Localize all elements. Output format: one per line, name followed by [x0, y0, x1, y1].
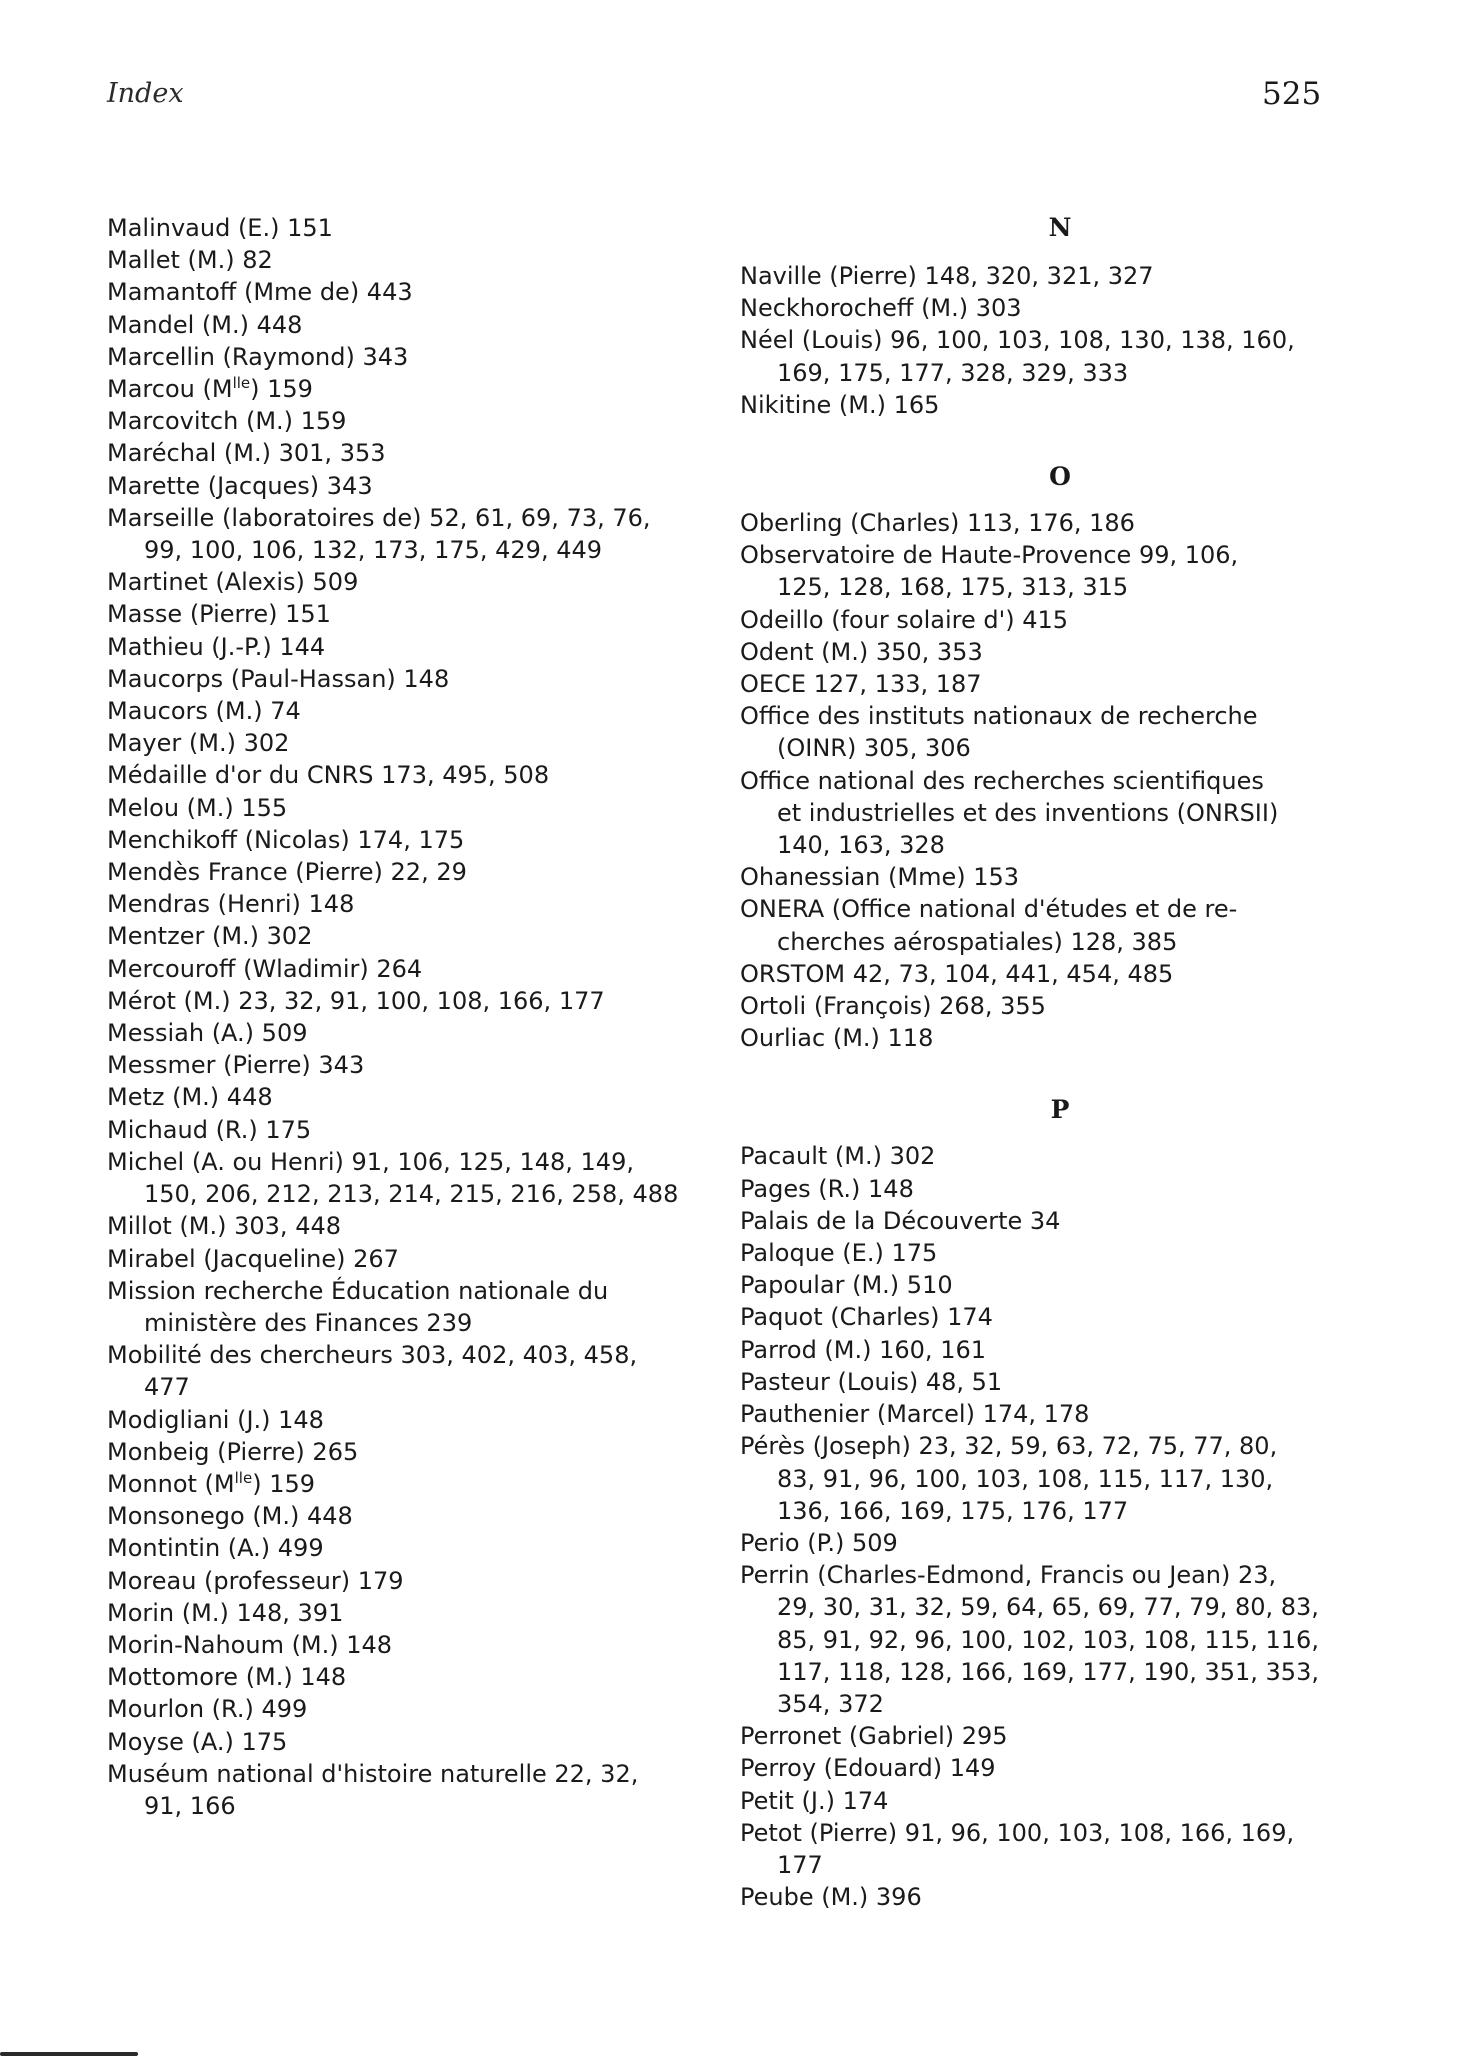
index-entry: Mandel (M.) 448 — [107, 310, 303, 339]
index-entry: Muséum national d'histoire naturelle 22, 32, 91, 166 — [107, 1759, 639, 1820]
index-entry: Melou (M.) 155 — [107, 793, 288, 822]
index-entry: Moreau (professeur) 179 — [107, 1566, 404, 1595]
page-edge-mark — [0, 2052, 138, 2056]
index-entry: Mendès France (Pierre) 22, 29 — [107, 858, 467, 887]
index-entry: Office des instituts nationaux de recherche (OINR) 305, 306 — [740, 702, 1258, 763]
index-entry: Michaud (R.) 175 — [107, 1115, 312, 1144]
index-entry: Parrod (M.) 160, 161 — [740, 1335, 986, 1364]
index-entry: Mirabel (Jacqueline) 267 — [107, 1244, 399, 1273]
index-entry: Maucors (M.) 74 — [107, 697, 301, 726]
index-entry: Perronet (Gabriel) 295 — [740, 1722, 1008, 1751]
index-entry: Ortoli (François) 268, 355 — [740, 992, 1046, 1021]
index-entry: Michel (A. ou Henri) 91, 106, 125, 148, 149, 150, 206, 212, 213, 214, 215, 216, 258, 488 — [107, 1147, 679, 1209]
index-entry: Petot (Pierre) 91, 96, 100, 103, 108, 166, 169, 177 — [740, 1818, 1295, 1879]
section-letter-p: P — [1050, 1095, 1070, 1125]
index-entry: ORSTOM 42, 73, 104, 441, 454, 485 — [740, 959, 1174, 988]
index-entry: Pacault (M.) 302 — [740, 1142, 936, 1171]
index-entry: Metz (M.) 448 — [107, 1083, 273, 1112]
index-entry: Odeillo (four solaire d') 415 — [740, 605, 1069, 634]
index-entry: Marcellin (Raymond) 343 — [107, 342, 409, 371]
index-entry: Neckhorocheff (M.) 303 — [740, 294, 1022, 323]
index-entry: Mottomore (M.) 148 — [107, 1663, 347, 1692]
index-entry: Marcovitch (M.) 159 — [107, 407, 347, 436]
index-entry: Mathieu (J.-P.) 144 — [107, 632, 326, 661]
index-entry: Oberling (Charles) 113, 176, 186 — [740, 509, 1135, 538]
index-entry: Mercouroff (Wladimir) 264 — [107, 954, 423, 983]
index-column-left — [107, 212, 707, 1822]
index-entry: Nikitine (M.) 165 — [740, 390, 940, 419]
index-entry: Paquot (Charles) 174 — [740, 1303, 993, 1332]
index-entry: Masse (Pierre) 151 — [107, 600, 331, 629]
index-entry: Monsonego (M.) 448 — [107, 1502, 353, 1531]
index-entry: Mallet (M.) 82 — [107, 246, 273, 275]
index-entry: Mamantoff (Mme de) 443 — [107, 278, 413, 307]
index-entry: Peube (M.) 396 — [740, 1883, 922, 1912]
index-entry: Mérot (M.) 23, 32, 91, 100, 108, 166, 177 — [107, 986, 605, 1015]
index-entry: Mentzer (M.) 302 — [107, 922, 313, 951]
section-letter-n: N — [1048, 213, 1072, 242]
index-entry: Messiah (A.) 509 — [107, 1019, 308, 1048]
index-entry: Millot (M.) 303, 448 — [107, 1212, 341, 1241]
index-entry: Morin (M.) 148, 391 — [107, 1598, 344, 1627]
running-head: Index — [107, 78, 184, 109]
index-entry: ONERA (Office national d'études et de re- cherches aérospatiales) 128, 385 — [740, 895, 1238, 956]
index-entry: Montintin (A.) 499 — [107, 1534, 324, 1563]
index-entry: Menchikoff (Nicolas) 174, 175 — [107, 825, 465, 854]
index-entry: Mourlon (R.) 499 — [107, 1695, 308, 1724]
index-entry: Mayer (M.) 302 — [107, 729, 290, 758]
index-entry: Observatoire de Haute-Provence 99, 106, 125, 128, 168, 175, 313, 315 — [740, 541, 1239, 602]
index-entry: Marseille (laboratoires de) 52, 61, 69, 73, 76, 99, 100, 106, 132, 173, 175, 429, 449 — [107, 503, 651, 565]
index-entry: Moyse (A.) 175 — [107, 1727, 288, 1756]
index-entry: OECE 127, 133, 187 — [740, 670, 982, 699]
index-entry: Pages (R.) 148 — [740, 1174, 914, 1203]
index-entry: Morin-Nahoum (M.) 148 — [107, 1630, 393, 1659]
index-entry: Naville (Pierre) 148, 320, 321, 327 — [740, 262, 1154, 290]
index-entry: Malinvaud (E.) 151 — [107, 214, 333, 242]
section-letter-o: O — [1049, 462, 1071, 492]
index-entry: Maucorps (Paul-Hassan) 148 — [107, 664, 450, 693]
index-entry: Perrin (Charles-Edmond, Francis ou Jean) 23, 29, 30, 31, 32, 59, 64, 65, 69, 77, 79, 80, 83, 85, 91, 92, 96, 100, 102, 103, 108, 115, 116, 117, 118, 128, 166, 169, 177, 190, 351, 353, 354, 372 — [740, 1561, 1319, 1718]
index-entry: Office national des recherches scientifiques et industrielles et des inventions (ONRSII) 140, 163, 328 — [740, 766, 1279, 860]
index-entry: Paloque (E.) 175 — [740, 1239, 938, 1268]
index-entry: Maréchal (M.) 301, 353 — [107, 439, 386, 468]
page-number: 525 — [1262, 76, 1322, 112]
index-entry: Messmer (Pierre) 343 — [107, 1051, 365, 1080]
index-entry: Perio (P.) 509 — [740, 1528, 898, 1557]
index-entry: Monnot $(M^{lle})$ 159 — [107, 1468, 316, 1498]
index-entry: Pérès (Joseph) 23, 32, 59, 63, 72, 75, 77, 80, 83, 91, 96, 100, 103, 108, 115, 117, 130, 136, 166, 169, 175, 176, 177 — [740, 1432, 1278, 1525]
index-column-right — [740, 212, 1380, 1913]
index-entry: Martinet (Alexis) 509 — [107, 568, 359, 597]
index-entry: Petit (J.) 174 — [740, 1786, 889, 1815]
index-entry: Marcou $(M^{lle})$ 159 — [107, 374, 313, 404]
index-entry: Mendras (Henri) 148 — [107, 890, 355, 919]
index-entry: Néel (Louis) 96, 100, 103, 108, 130, 138, 160, 169, 175, 177, 328, 329, 333 — [740, 326, 1295, 387]
index-entry: Mission recherche Éducation nationale du ministère des Finances 239 — [107, 1276, 609, 1337]
index-entry: Monbeig (Pierre) 265 — [107, 1437, 359, 1466]
index-entry: Médaille d'or du CNRS 173, 495, 508 — [107, 761, 550, 790]
index-entry: Odent (M.) 350, 353 — [740, 637, 983, 666]
index-entry: Mobilité des chercheurs 303, 402, 403, 458, 477 — [107, 1341, 638, 1402]
index-entry: Ourliac (M.) 118 — [740, 1024, 934, 1053]
index-entry: Modigliani (J.) 148 — [107, 1405, 324, 1434]
index-entry: Papoular (M.) 510 — [740, 1271, 953, 1300]
index-entry: Pasteur (Louis) 48, 51 — [740, 1367, 1003, 1396]
index-entry: Marette (Jacques) 343 — [107, 471, 373, 500]
index-entry: Pauthenier (Marcel) 174, 178 — [740, 1400, 1090, 1429]
index-entry: Palais de la Découverte 34 — [740, 1206, 1061, 1235]
index-entry: Ohanessian (Mme) 153 — [740, 863, 1020, 892]
index-entry: Perroy (Edouard) 149 — [740, 1754, 996, 1783]
